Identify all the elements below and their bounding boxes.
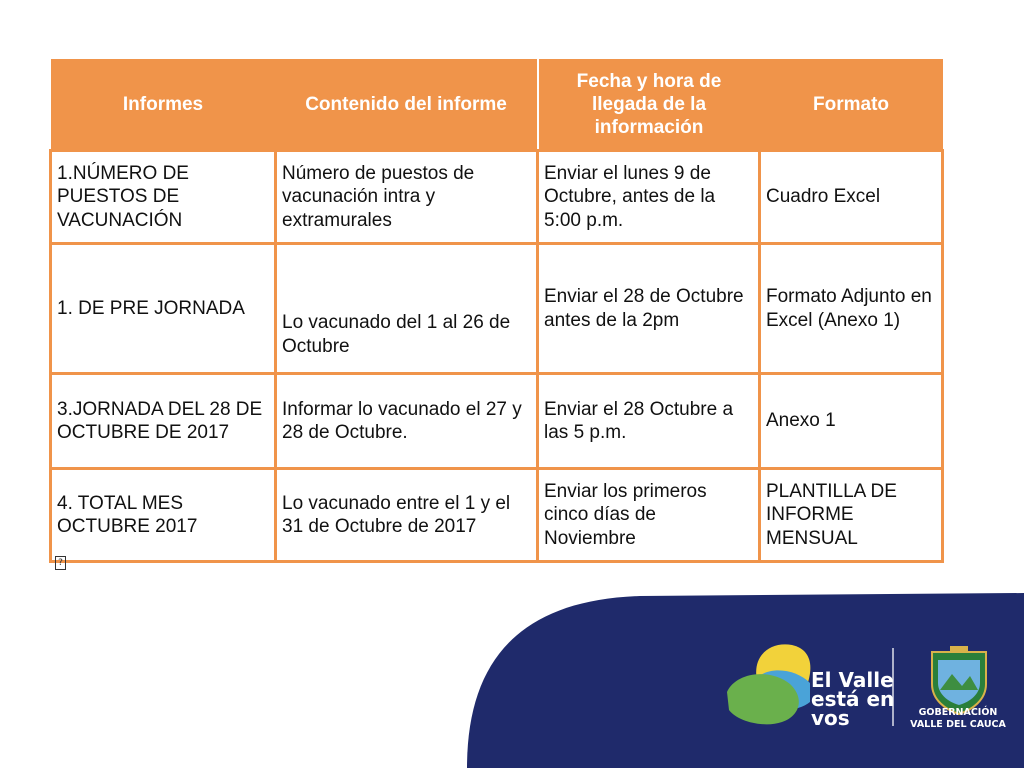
brand-line-3: vos bbox=[811, 706, 850, 730]
missing-glyph-icon: ? bbox=[55, 556, 66, 570]
government-label bbox=[906, 707, 1010, 731]
cell-fecha: Enviar los primeros cinco días de Noviembre bbox=[538, 469, 760, 562]
header-fecha: Fecha y hora de llegada de la información bbox=[538, 59, 760, 151]
gov-line-2: VALLE DEL CAUCA bbox=[910, 719, 1006, 730]
header-contenido: Contenido del informe bbox=[276, 59, 538, 151]
valle-coat-of-arms-icon bbox=[932, 646, 986, 714]
brand-wordmark bbox=[811, 668, 895, 730]
cell-contenido: Lo vacunado entre el 1 y el 31 de Octubre de 2017 bbox=[276, 469, 538, 562]
brand-line-2: está en bbox=[811, 687, 895, 711]
header-informes: Informes bbox=[51, 59, 276, 151]
cell-contenido: Número de puestos de vacunación intra y extramurales bbox=[276, 151, 538, 244]
cell-fecha: Enviar el lunes 9 de Octubre, antes de la 5:00 p.m. bbox=[538, 151, 760, 244]
cell-formato: Formato Adjunto en Excel (Anexo 1) bbox=[760, 244, 943, 374]
cell-informe: 4. TOTAL MES OCTUBRE 2017 bbox=[51, 469, 276, 562]
cell-fecha: Enviar el 28 de Octubre antes de la 2pm bbox=[538, 244, 760, 374]
cell-formato: Anexo 1 bbox=[760, 374, 943, 469]
cell-informe: 3.JORNADA DEL 28 DE OCTUBRE DE 2017 bbox=[51, 374, 276, 469]
header-formato: Formato bbox=[760, 59, 943, 151]
cell-formato: PLANTILLA DE INFORME MENSUAL bbox=[760, 469, 943, 562]
cell-contenido: Informar lo vacunado el 27 y 28 de Octubre. bbox=[276, 374, 538, 469]
cell-formato: Cuadro Excel bbox=[760, 151, 943, 244]
cell-informe: 1. DE PRE JORNADA bbox=[51, 244, 276, 374]
cell-informe: 1.NÚMERO DE PUESTOS DE VACUNACIÓN bbox=[51, 151, 276, 244]
cell-contenido: Lo vacunado del 1 al 26 de Octubre bbox=[276, 244, 538, 374]
brand-line-1: El Valle bbox=[811, 668, 894, 692]
cell-fecha: Enviar el 28 Octubre a las 5 p.m. bbox=[538, 374, 760, 469]
gov-line-1: GOBERNACIÓN bbox=[918, 707, 998, 718]
